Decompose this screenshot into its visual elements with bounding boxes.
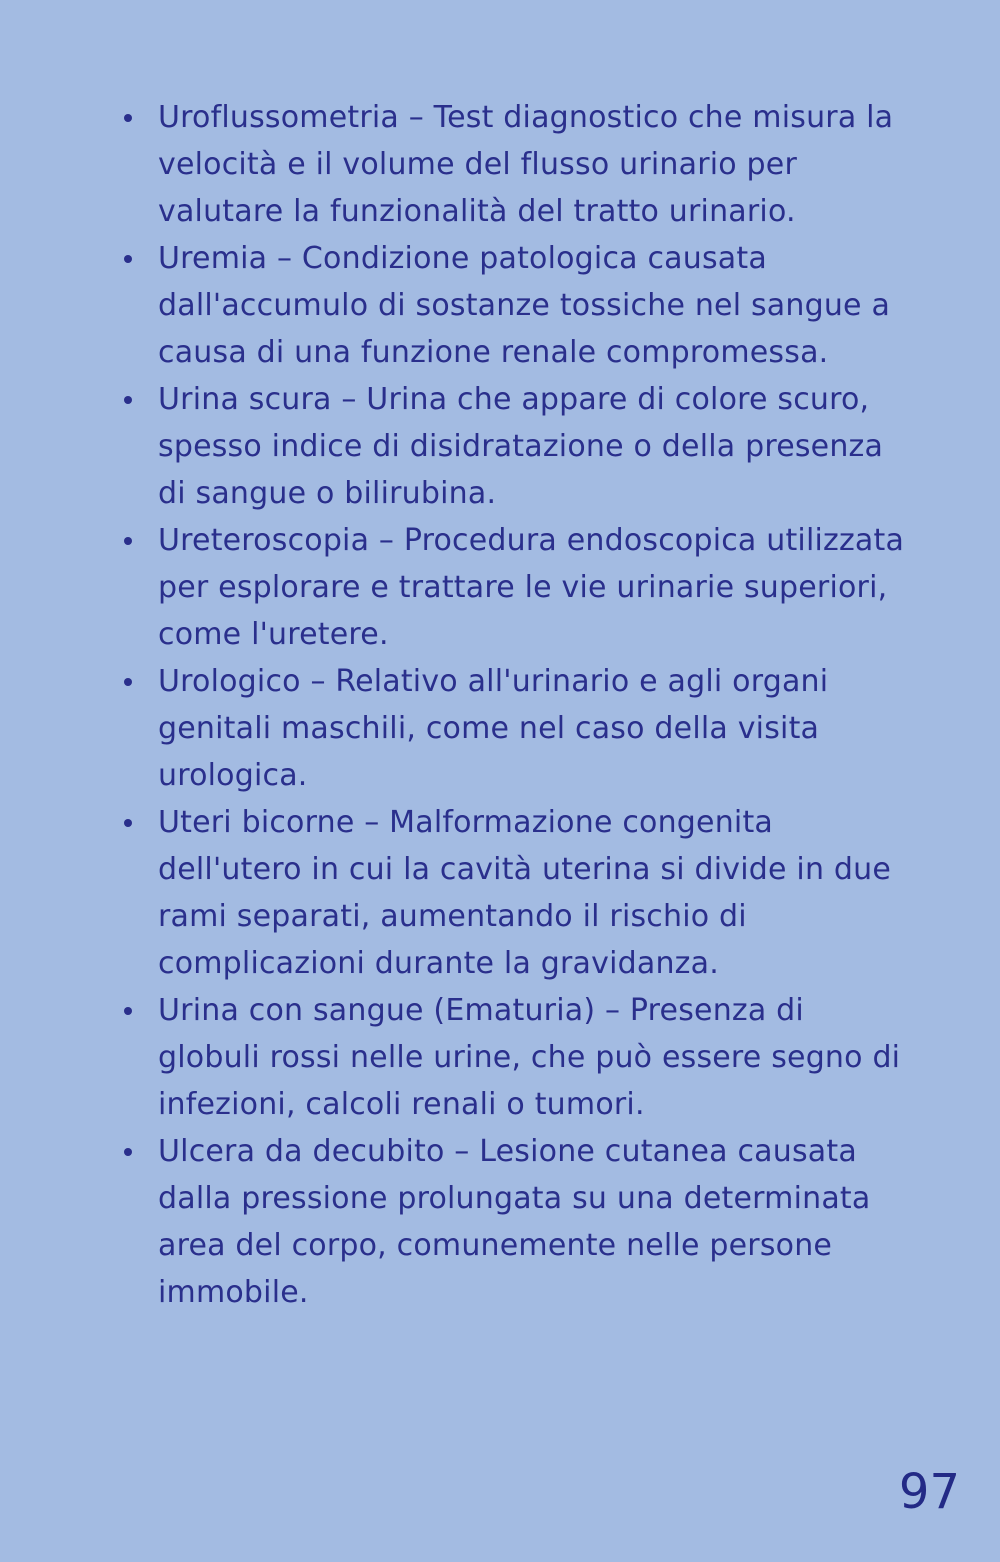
bullet-icon	[124, 396, 132, 404]
glossary-entry	[122, 987, 912, 1128]
bullet-icon	[124, 678, 132, 686]
glossary-entry	[122, 235, 912, 376]
glossary-entry-text: Uremia – Condizione patologica causata dall'accumulo di sostanze tossiche nel sangue a causa di una funzione renale compromessa.	[158, 241, 891, 370]
glossary-entry	[122, 376, 912, 517]
glossary-entry	[122, 94, 912, 235]
bullet-icon	[124, 255, 132, 263]
bullet-icon	[124, 1148, 132, 1156]
page-number: 97	[898, 1464, 960, 1520]
bullet-icon	[124, 114, 132, 122]
glossary-entry	[122, 1128, 912, 1316]
glossary-entry-text: Uteri bicorne – Malformazione congenita dell'utero in cui la cavità uterina si divide in due rami separati, aumentando il rischio di complicazioni durante la gravidanza.	[158, 805, 892, 981]
glossary-entry	[122, 799, 912, 987]
glossary-entry	[122, 517, 912, 658]
bullet-icon	[124, 537, 132, 545]
glossary-entry-text: Urina con sangue (Ematuria) – Presenza di globuli rossi nelle urine, che può essere segno di infezioni, calcoli renali o tumori.	[158, 993, 901, 1122]
glossary-entry-text: Urina scura – Urina che appare di colore scuro, spesso indice di disidratazione o della presenza di sangue o bilirubina.	[158, 382, 884, 511]
bullet-icon	[124, 1007, 132, 1015]
bullet-icon	[124, 819, 132, 827]
glossary-entry-text: Uroflussometria – Test diagnostico che misura la velocità e il volume del flusso urinario per valutare la funzionalità del tratto urinario.	[158, 100, 894, 229]
glossary-entry-text: Ulcera da decubito – Lesione cutanea causata dalla pressione prolungata su una determinata area del corpo, comunemente nelle persone immobile.	[158, 1134, 871, 1310]
glossary-list	[122, 94, 912, 1316]
glossary-entry	[122, 658, 912, 799]
glossary-entry-text: Urologico – Relativo all'urinario e agli organi genitali maschili, come nel caso della visita urologica.	[158, 664, 829, 793]
glossary-entry-text: Ureteroscopia – Procedura endoscopica utilizzata per esplorare e trattare le vie urinarie superiori, come l'uretere.	[158, 523, 905, 652]
